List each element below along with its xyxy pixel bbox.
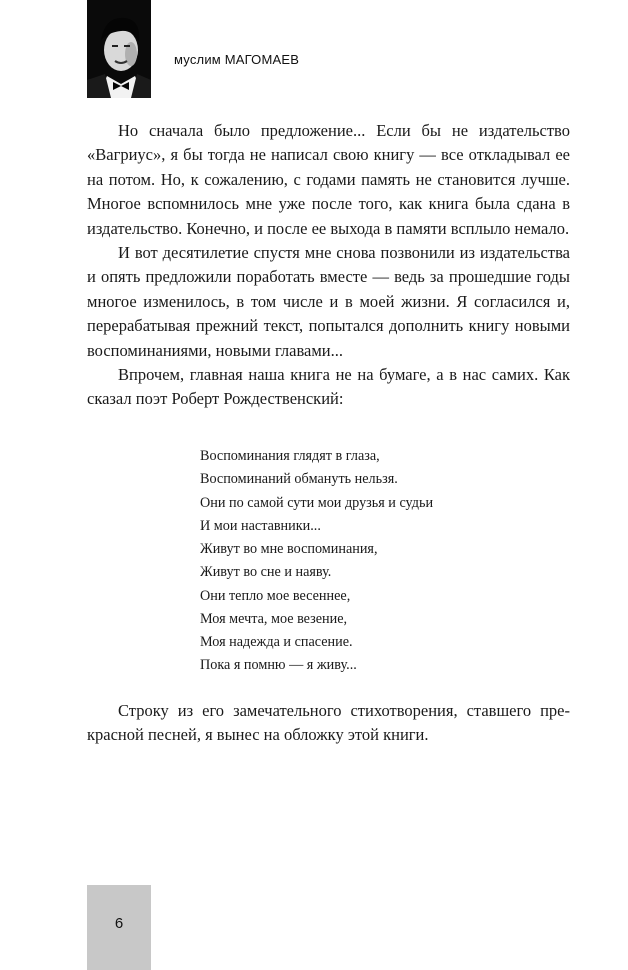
poem-line: Моя мечта, мое везение, <box>200 610 348 627</box>
poem-line: Воспоминаний обмануть нельзя. <box>200 471 398 488</box>
poem-line: Пока я помню — я живу... <box>200 657 357 674</box>
poem-line: Живут во сне и наяву. <box>200 564 332 581</box>
paragraph: И вот десятилетие спустя мне снова позвонили из издательства и опять предложили поработать вместе — ведь за прошедшие годы многое изменилось, в том числе и в моей жизни. Я согласился и, перерабатывая прежний текст, попытался дополнить книгу новыми воспоминаниями, новыми главами... <box>87 243 570 360</box>
paragraph: Строку из его замечательного стихотворения, ставшего прекрасной песней, я вынес на обложку этой книги. <box>87 701 570 745</box>
poem-line: Живут во мне воспоминания, <box>200 541 378 557</box>
page-number: 6 <box>114 915 124 932</box>
poem-line: Они тепло мое весеннее, <box>200 587 351 604</box>
main-text <box>87 119 570 412</box>
poem-quote <box>200 445 520 678</box>
page-number-tab <box>87 885 151 970</box>
closing-text <box>87 699 570 748</box>
paragraph: Впрочем, главная наша книга не на бумаге, а в нас самих. Как сказал поэт Роберт Рождественский: <box>87 365 570 409</box>
poem-line: Воспоминания глядят в глаза, <box>200 448 380 464</box>
author-portrait-illustration <box>87 0 151 98</box>
paragraph: Но сначала было предложение... Если бы не издательство «Вагриус», я бы тогда не написал свою книгу — все откладывал ее на потом. Но, к сожалению, с годами память не становится лучше. Многое вспомнилось мне уже после того, как книга была сдана в издательство. Конечно, и после ее выхода в памяти всплыло немало. <box>87 121 570 238</box>
running-header-author: муслим МАГОМАЕВ <box>174 52 300 67</box>
poem-line: И мои наставники... <box>200 517 321 534</box>
poem-line: Они по самой сути мои друзья и судьи <box>200 494 434 511</box>
poem-line: Моя надежда и спасение. <box>200 634 353 650</box>
author-photo <box>87 0 151 98</box>
